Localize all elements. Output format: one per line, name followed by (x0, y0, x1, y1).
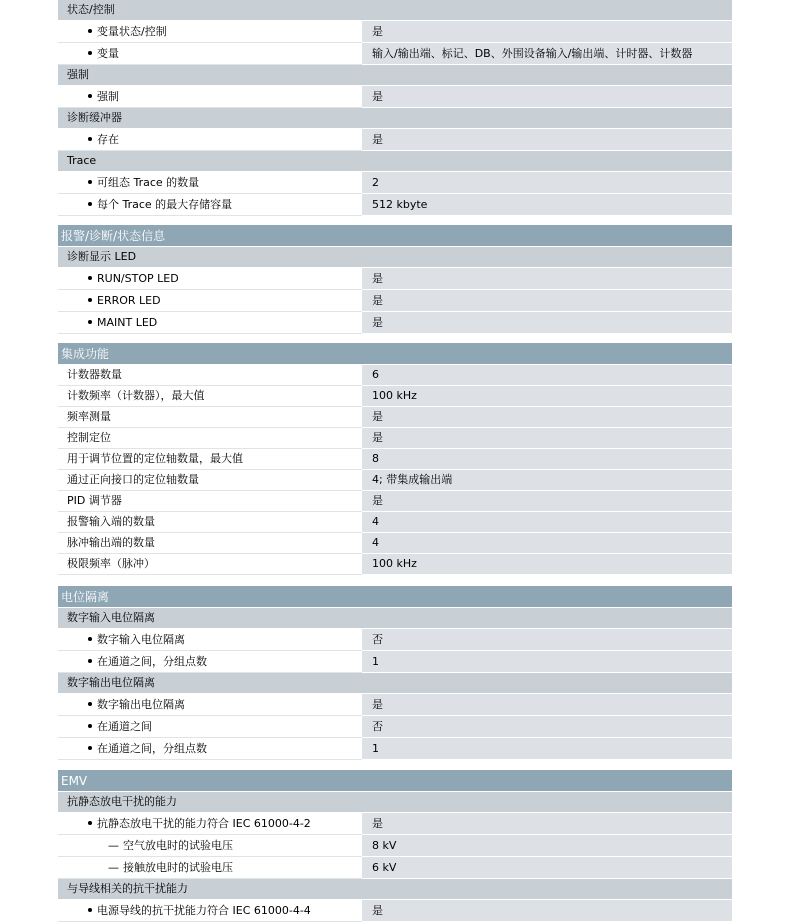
spec-value: 否 (362, 629, 732, 651)
spec-value: 512 kbyte (362, 194, 732, 216)
dash-icon: — (108, 839, 119, 852)
spec-value: 是 (362, 129, 732, 151)
subheader-status-control: 状态/控制 (58, 0, 732, 21)
spec-value: 1 (362, 651, 732, 673)
bullet-icon (88, 659, 92, 663)
spec-row (58, 651, 732, 673)
spec-label: 在通道之间，分组点数 (97, 742, 207, 755)
spec-label: 在通道之间，分组点数 (97, 655, 207, 668)
spec-value: 是 (362, 428, 732, 449)
spec-label: 强制 (97, 90, 119, 103)
spec-value: 是 (362, 694, 732, 716)
spec-value: 是 (362, 407, 732, 428)
subheader-do-isolation: 数字输出电位隔离 (58, 673, 732, 694)
spec-label: 变量 (97, 47, 119, 60)
spec-value: 是 (362, 900, 732, 922)
spec-label: 频率测量 (58, 407, 362, 428)
spec-row (58, 738, 732, 760)
bullet-icon (88, 180, 92, 184)
spec-label: 在通道之间 (97, 720, 152, 733)
spec-label: 控制定位 (58, 428, 362, 449)
spec-label: 可组态 Trace 的数量 (97, 176, 200, 189)
spec-value: 是 (362, 813, 732, 835)
spec-row (58, 554, 732, 575)
spec-value: 100 kHz (362, 386, 732, 407)
bullet-icon (88, 276, 92, 280)
spec-label: 变量状态/控制 (97, 25, 167, 38)
spec-row (58, 312, 732, 334)
spec-row (58, 365, 732, 386)
spec-row (58, 449, 732, 470)
spec-label: PID 调节器 (58, 491, 362, 512)
spec-row (58, 813, 732, 835)
spec-label: 数字输入电位隔离 (97, 633, 185, 646)
bullet-icon (88, 29, 92, 33)
spec-value: 否 (362, 716, 732, 738)
spec-value: 6 kV (362, 857, 732, 879)
subheader-trace: Trace (58, 151, 732, 172)
spec-label: RUN/STOP LED (97, 272, 179, 285)
subheader-esd-immunity: 抗静态放电干扰的能力 (58, 792, 732, 813)
spec-row (58, 857, 732, 879)
spec-label: 接触放电时的试验电压 (123, 861, 233, 874)
spec-row (58, 268, 732, 290)
spec-row (58, 386, 732, 407)
spec-row (58, 290, 732, 312)
spec-row (58, 835, 732, 857)
spec-row (58, 407, 732, 428)
bullet-icon (88, 702, 92, 706)
bullet-icon (88, 298, 92, 302)
spec-label: 通过正向接口的定位轴数量 (58, 470, 362, 491)
spec-label: 存在 (97, 133, 119, 146)
spec-label: ERROR LED (97, 294, 161, 307)
section-isolation: 电位隔离 (58, 586, 732, 608)
spec-row (58, 470, 732, 491)
bullet-icon (88, 94, 92, 98)
spec-label: 脉冲输出端的数量 (58, 533, 362, 554)
spec-row (58, 533, 732, 554)
spec-value: 1 (362, 738, 732, 760)
subheader-force: 强制 (58, 65, 732, 86)
spec-value: 是 (362, 86, 732, 108)
spec-label: 用于调节位置的定位轴数量，最大值 (58, 449, 362, 470)
spec-row (58, 900, 732, 922)
bullet-icon (88, 908, 92, 912)
spec-value: 2 (362, 172, 732, 194)
bullet-icon (88, 724, 92, 728)
spec-value: 4 (362, 533, 732, 554)
spec-label: 计数频率（计数器），最大值 (58, 386, 362, 407)
subheader-di-isolation: 数字输入电位隔离 (58, 608, 732, 629)
spec-value: 是 (362, 312, 732, 334)
spec-label: 空气放电时的试验电压 (123, 839, 233, 852)
spec-value: 是 (362, 21, 732, 43)
spec-label: 抗静态放电干扰的能力符合 IEC 61000-4-2 (97, 817, 311, 830)
spec-value: 6 (362, 365, 732, 386)
spec-row (58, 43, 732, 65)
bullet-icon (88, 51, 92, 55)
spec-sheet (58, 0, 732, 922)
spec-value: 4 (362, 512, 732, 533)
bullet-icon (88, 320, 92, 324)
bullet-icon (88, 746, 92, 750)
spec-row (58, 491, 732, 512)
spec-value: 4; 带集成输出端 (362, 470, 732, 491)
subheader-diag-buffer: 诊断缓冲器 (58, 108, 732, 129)
spec-row (58, 694, 732, 716)
spec-value: 输入/输出端、标记、DB、外围设备输入/输出端、计时器、计数器 (362, 43, 732, 65)
spec-row (58, 512, 732, 533)
spec-value: 8 (362, 449, 732, 470)
spec-value: 是 (362, 268, 732, 290)
spec-label: 报警输入端的数量 (58, 512, 362, 533)
spec-label: 每个 Trace 的最大存储容量 (97, 198, 233, 211)
spec-row (58, 129, 732, 151)
spec-label: 极限频率（脉冲） (58, 554, 362, 575)
spec-label: 计数器数量 (58, 365, 362, 386)
section-emv: EMV (58, 770, 732, 792)
section-integrated-functions: 集成功能 (58, 343, 732, 365)
bullet-icon (88, 821, 92, 825)
spec-row (58, 629, 732, 651)
subheader-diag-led: 诊断显示 LED (58, 247, 732, 268)
spec-value: 8 kV (362, 835, 732, 857)
spec-value: 是 (362, 290, 732, 312)
spec-row (58, 172, 732, 194)
spec-row (58, 716, 732, 738)
dash-icon: — (108, 861, 119, 874)
spec-value: 是 (362, 491, 732, 512)
bullet-icon (88, 202, 92, 206)
spec-row (58, 194, 732, 216)
spec-label: 数字输出电位隔离 (97, 698, 185, 711)
spec-label: 电源导线的抗干扰能力符合 IEC 61000-4-4 (97, 904, 311, 917)
bullet-icon (88, 137, 92, 141)
section-alarm-diag-status: 报警/诊断/状态信息 (58, 225, 732, 247)
spec-row (58, 428, 732, 449)
spec-value: 100 kHz (362, 554, 732, 575)
subheader-conducted-immunity: 与导线相关的抗干扰能力 (58, 879, 732, 900)
spec-label: MAINT LED (97, 316, 158, 329)
bullet-icon (88, 637, 92, 641)
spec-row (58, 86, 732, 108)
spec-row (58, 21, 732, 43)
